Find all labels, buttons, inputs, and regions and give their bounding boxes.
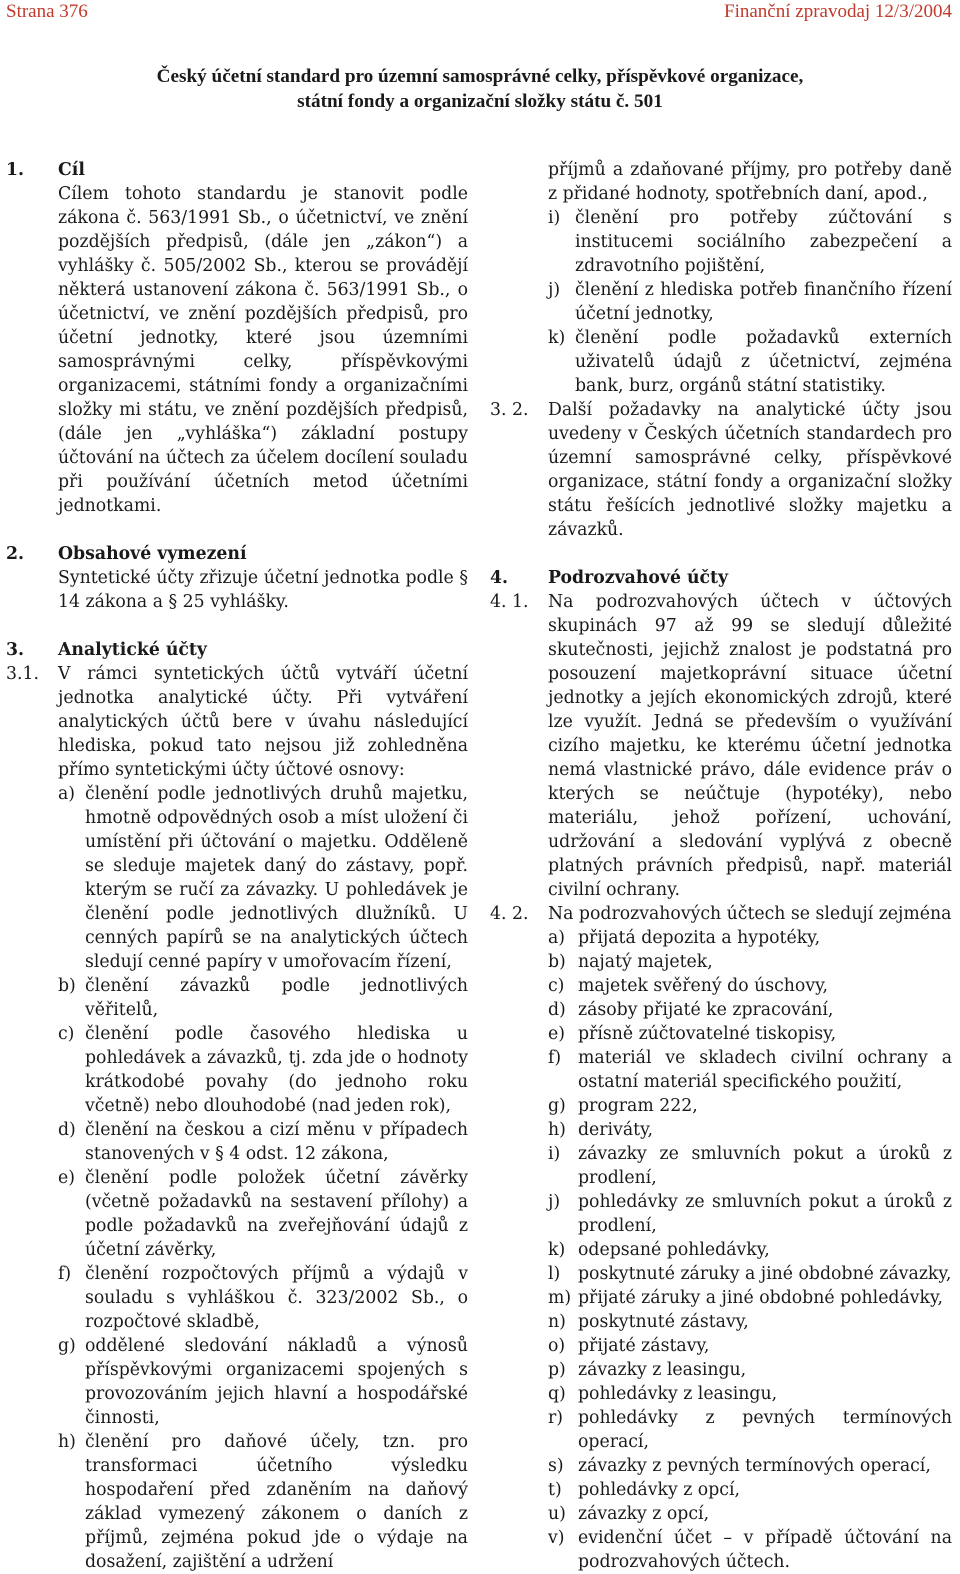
list-item (548, 1262, 952, 1286)
section-title: Analytické účty (58, 640, 207, 660)
item-label: v) (548, 1528, 565, 1548)
item-label: p) (548, 1360, 566, 1380)
item-text: závazky z leasingu, (578, 1360, 747, 1380)
paragraph-text: Další požadavky na analytické účty jsou uvedeny v Českých účetních standardech pro územní samosprávné celky, příspěvkové organizace, státní fondy a organizační složky státu řešících jednotlivé složky majetku a závazků. (548, 400, 952, 540)
section-title: Cíl (58, 160, 85, 180)
item-text: pohledávky ze smluvních pokut a úroků z prodlení, (578, 1192, 952, 1236)
item-text: pohledávky z pevných termínových operací, (578, 1408, 952, 1452)
item-label: a) (548, 928, 566, 948)
item-label: b) (548, 952, 566, 972)
item-label: b) (58, 976, 76, 996)
paragraph-number: 4. 1. (490, 592, 529, 612)
paragraph-4-1 (490, 590, 952, 902)
item-label: c) (548, 976, 565, 996)
list-item (548, 1094, 952, 1118)
list-item (58, 1166, 468, 1262)
list-item (548, 1022, 952, 1046)
paragraph-text: Na podrozvahových účtech se sledují zejména (548, 904, 952, 924)
section-title: Podrozvahové účty (548, 568, 729, 588)
list-item (548, 1238, 952, 1262)
section-2-heading (6, 542, 468, 566)
item-text: oddělené sledování nákladů a výnosů příspěvkovými organizacemi spojených s provozováním jejich hlavní a hospodářské činnosti, (85, 1336, 468, 1428)
item-label: g) (548, 1096, 566, 1116)
list-item (548, 1310, 952, 1334)
section-number: 2. (6, 544, 25, 564)
item-label: c) (58, 1024, 75, 1044)
list-item (58, 974, 468, 1022)
list-item (548, 1502, 952, 1526)
list-item (58, 1262, 468, 1334)
list-item (548, 1406, 952, 1454)
item-label: d) (548, 1000, 566, 1020)
item-text: členění závazků podle jednotlivých věřitelů, (85, 976, 468, 1020)
item-label: d) (58, 1120, 76, 1140)
item-label: o) (548, 1336, 566, 1356)
item-label: k) (548, 328, 566, 348)
item-label: a) (58, 784, 76, 804)
list-item (58, 1430, 468, 1574)
list-item (548, 206, 952, 278)
paragraph-4-2 (490, 902, 952, 926)
paragraph-number: 3.1. (6, 664, 39, 684)
item-label: i) (548, 208, 561, 228)
right-column (490, 158, 952, 1574)
item-h-continuation: příjmů a zdaňované příjmy, pro potřeby daně z přidané hodnoty, spotřebních daní, apod., (548, 160, 952, 204)
list-item (58, 1022, 468, 1118)
list-item (548, 1118, 952, 1142)
section-1-heading (6, 158, 468, 182)
item-label: f) (548, 1048, 562, 1068)
item-text: přijaté záruky a jiné obdobné pohledávky, (578, 1288, 943, 1308)
paragraph-number: 3. 2. (490, 400, 529, 420)
paragraph-text: V rámci syntetických účtů vytváří účetní jednotka analytické účty. Při vytváření analytických účtů bere v úvahu následující hlediska, pokud tato nejsou již zohledněna přímo syntetickými účty účtové osnovy: (58, 664, 468, 780)
item-label: g) (58, 1336, 76, 1356)
item-text: zásoby přijaté ke zpracování, (578, 1000, 834, 1020)
item-text: přijaté zástavy, (578, 1336, 710, 1356)
item-text: materiál ve skladech civilní ochrany a ostatní materiál specifického použití, (578, 1048, 952, 1092)
item-label: j) (548, 1192, 561, 1212)
page-number: Strana 376 (6, 1, 88, 22)
item-label: m) (548, 1288, 572, 1308)
list-item (548, 278, 952, 326)
section-title: Obsahové vymezení (58, 544, 247, 564)
section-1-text: Cílem tohoto standardu je stanovit podle zákona č. 563/1991 Sb., o účetnictví, ve znění pozdějších předpisů, (dále jen „zákon“) a vyhlášky č. 505/2002 Sb., kterou se provádějí některá ustanovení zákona č. 563/1991 Sb., o účetnictví, ve znění pozdějších předpisů, pro účetní jednotky, které jsou územními samosprávnými celky, příspěvkovými organizacemi, státními fondy a organizačními složky mi státu, ve znění pozdějších předpisů, (dále jen „vyhláška“) základní postupy účtování na účtech za účelem docílení souladu při používání účetních metod účetními jednotkami. (58, 184, 468, 516)
page-header (0, 0, 960, 26)
item-text: členění podle položek účetní závěrky (včetně požadavků na sestavení přílohy) a podle požadavků na zveřejňování údajů z účetní závěrky, (85, 1168, 468, 1260)
item-text: členění rozpočtových příjmů a výdajů v souladu s vyhláškou č. 323/2002 Sb., o rozpočtové skladbě, (85, 1264, 468, 1332)
paragraph-text: Na podrozvahových účtech v účtových skupinách 97 až 99 se sledují důležité skutečnosti, jejichž znalost je podstatná pro posouzení majetkoprávní situace účetní jednotky a jejích ekonomických zdrojů, které lze využít. Jedná se především o využívání cizího majetku, ke kterému účetní jednotka nemá vlastnické právo, dále evidence práv o kterých se neúčtuje (hypotéky), nebo materiálu, jehož pořízení, uchování, udržování a sledování vyplývá z obecně platných právních předpisů, např. materiál civilní ochrany. (548, 592, 952, 900)
list-item (548, 1286, 952, 1310)
section-3-heading (6, 638, 468, 662)
item-text: členění pro potřeby zúčtování s institucemi sociálního zabezpečení a zdravotního pojištění, (575, 208, 952, 276)
list-item (548, 326, 952, 398)
item-label: t) (548, 1480, 562, 1500)
title-line-2: státní fondy a organizační složky státu č. 501 (297, 91, 663, 112)
list-item (548, 1142, 952, 1190)
list-item (548, 1190, 952, 1238)
item-text: závazky ze smluvních pokut a úroků z prodlení, (578, 1144, 952, 1188)
item-label: u) (548, 1504, 566, 1524)
list-item (548, 1358, 952, 1382)
item-text: členění podle jednotlivých druhů majetku, hmotně odpovědných osob a míst uložení či umístění při účtování o majetku. Odděleně se sleduje majetek daný do zástavy, popř. kterým se ručí za závazky. U pohledávek je členění podle jednotlivých dlužníků. U cenných papírů se na analytických účtech sledují cenné papíry v umořovacím řízení, (85, 784, 468, 972)
item-text: odepsané pohledávky, (578, 1240, 770, 1260)
item-label: i) (548, 1144, 561, 1164)
list-item (548, 974, 952, 998)
item-label: h) (58, 1432, 76, 1452)
podrozvahove-list (490, 926, 952, 1574)
item-label: r) (548, 1408, 564, 1428)
item-text: členění z hlediska potřeb finančního řízení účetní jednotky, (575, 280, 952, 324)
paragraph-3-2 (490, 398, 952, 542)
item-text: pohledávky z leasingu, (578, 1384, 778, 1404)
item-text: členění podle časového hlediska u pohledávek a závazků, tj. zda jde o hodnoty krátkodobé povahy (do jednoho roku včetně) nebo dlouhodobé (nad jeden rok), (85, 1024, 468, 1116)
item-text: deriváty, (578, 1120, 654, 1140)
section-number: 3. (6, 640, 25, 660)
item-text: členění podle požadavků externích uživatelů údajů z účetnictví, zejména bank, burz, orgánů státní statistiky. (575, 328, 952, 396)
item-text: závazky z opcí, (578, 1504, 710, 1524)
list-item (548, 1334, 952, 1358)
item-text: členění na českou a cizí měnu v případech stanovených v § 4 odst. 12 zákona, (85, 1120, 468, 1164)
item-text: majetek svěřený do úschovy, (578, 976, 829, 996)
section-4-heading (490, 566, 952, 590)
section-number: 4. (490, 568, 509, 588)
document-title (0, 64, 960, 114)
section-2-text: Syntetické účty zřizuje účetní jednotka podle § 14 zákona a § 25 vyhlášky. (58, 568, 468, 612)
item-label: n) (548, 1312, 566, 1332)
paragraph-number: 4. 2. (490, 904, 529, 924)
item-label: f) (58, 1264, 72, 1284)
title-line-1: Český účetní standard pro územní samosprávné celky, příspěvkové organizace, (156, 66, 804, 87)
list-item (548, 1478, 952, 1502)
list-item (548, 926, 952, 950)
list-item (548, 1382, 952, 1406)
left-column (6, 158, 468, 1574)
item-label: e) (548, 1024, 565, 1044)
item-text: najatý majetek, (578, 952, 713, 972)
item-label: e) (58, 1168, 75, 1188)
item-label: s) (548, 1456, 564, 1476)
item-text: přijatá depozita a hypotéky, (578, 928, 821, 948)
paragraph-3-1 (6, 662, 468, 782)
item-text: závazky z pevných termínových operací, (578, 1456, 931, 1476)
list-item (548, 998, 952, 1022)
item-label: j) (548, 280, 561, 300)
item-text: členění pro daňové účely, tzn. pro transformaci účetního výsledku hospodaření před zdaněním na daňový základ vymezený zákonem o daních z příjmů, zejména pokud jde o výdaje na dosažení, zajištění a udržení (85, 1432, 468, 1572)
item-text: pohledávky z opcí, (578, 1480, 740, 1500)
list-item (548, 950, 952, 974)
publication-title: Finanční zpravodaj 12/3/2004 (724, 1, 952, 22)
item-text: evidenční účet – v případě účtování na podrozvahových účtech. (578, 1528, 952, 1572)
list-item (548, 1046, 952, 1094)
item-label: k) (548, 1240, 566, 1260)
item-label: h) (548, 1120, 566, 1140)
item-label: l) (548, 1264, 561, 1284)
section-number: 1. (6, 160, 25, 180)
list-item (548, 1454, 952, 1478)
list-item (58, 782, 468, 974)
item-text: program 222, (578, 1096, 698, 1116)
list-item (58, 1334, 468, 1430)
item-text: poskytnuté záruky a jiné obdobné závazky, (578, 1264, 952, 1284)
list-item (548, 1526, 952, 1574)
item-text: přísně zúčtovatelné tiskopisy, (578, 1024, 837, 1044)
list-item (58, 1118, 468, 1166)
item-label: q) (548, 1384, 566, 1404)
item-text: poskytnuté zástavy, (578, 1312, 749, 1332)
